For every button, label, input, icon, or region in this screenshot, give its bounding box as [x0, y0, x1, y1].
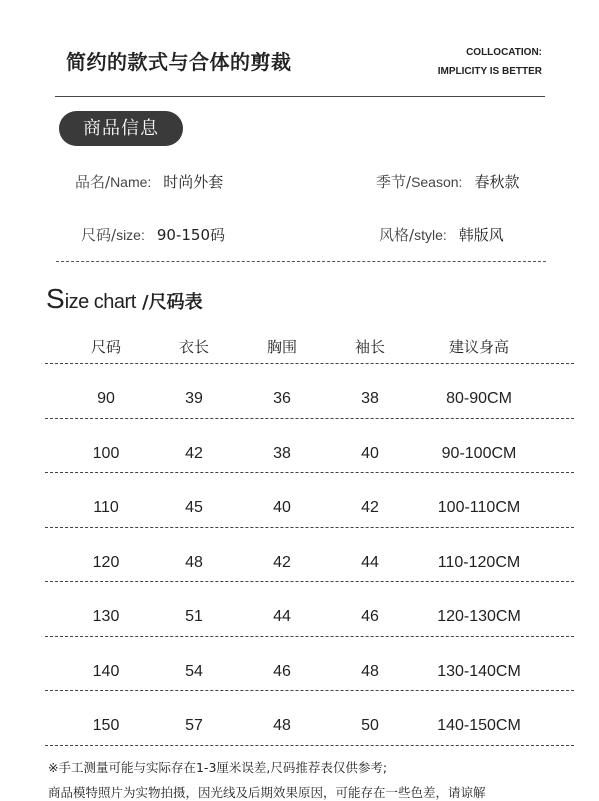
- info-style-value: 韩版风: [458, 226, 504, 244]
- info-size-value: 90-150码: [156, 226, 225, 244]
- section-badge-product-info: 商品信息: [59, 111, 183, 146]
- info-season-label-en: Season:: [411, 174, 463, 190]
- table-cell: 48: [185, 553, 203, 571]
- table-cell: 130-140CM: [437, 662, 521, 680]
- table-cell: 38: [361, 390, 379, 407]
- table-cell: 46: [361, 608, 379, 625]
- table-cell: 48: [273, 717, 291, 734]
- table-cell: 40: [273, 499, 291, 516]
- table-cell: 130: [92, 608, 120, 625]
- table-cell: 100-110CM: [437, 499, 521, 516]
- info-size-label-cn: 尺码/: [81, 226, 117, 244]
- info-season-value: 春秋款: [474, 173, 520, 191]
- table-row-divider: [45, 472, 574, 473]
- table-row-divider: [45, 745, 574, 746]
- info-name-value: 时尚外套: [163, 173, 224, 191]
- table-row-divider: [45, 636, 574, 637]
- table-cell: 39: [185, 390, 203, 407]
- info-name-label-en: Name:: [110, 174, 152, 190]
- table-cell: 140: [92, 662, 120, 680]
- table-cell: 120: [92, 553, 120, 571]
- slogan-line-1: COLLOCATION:: [466, 47, 542, 58]
- column-header-2: 胸围: [266, 338, 297, 356]
- table-row-divider: [45, 527, 574, 528]
- size-chart-title-initial: S: [46, 283, 65, 314]
- info-name: [75, 171, 223, 192]
- size-chart-title: [46, 283, 203, 315]
- table-cell: 90-100CM: [441, 444, 517, 462]
- table-cell: 46: [273, 662, 291, 680]
- table-cell: 54: [185, 662, 203, 680]
- table-cell: 48: [361, 662, 379, 680]
- table-cell: 110: [93, 499, 119, 516]
- table-cell: 44: [273, 608, 291, 625]
- table-cell: 90: [97, 390, 115, 407]
- info-size: [81, 224, 225, 245]
- info-size-label-en: size:: [116, 227, 145, 243]
- table-cell: 38: [273, 444, 291, 462]
- info-style: [379, 224, 504, 245]
- info-style-label-cn: 风格/: [379, 226, 415, 244]
- table-row-divider: [45, 363, 574, 364]
- info-divider: [56, 261, 546, 262]
- table-cell: 100: [92, 444, 120, 462]
- table-cell: 44: [361, 553, 379, 571]
- table-row-divider: [45, 690, 574, 691]
- table-row-divider: [45, 581, 574, 582]
- info-style-label-en: style:: [414, 227, 447, 243]
- table-cell: 150: [92, 717, 120, 734]
- note-color-difference: 商品模特照片为实物拍摄，因光线及后期效果原因，可能存在一些色差，请谅解: [48, 785, 486, 800]
- slogan-line-2: IMPLICITY IS BETTER: [437, 66, 542, 77]
- table-cell: 140-150CM: [437, 717, 521, 734]
- column-header-4: 建议身高: [448, 338, 509, 356]
- column-header-0: 尺码: [90, 338, 121, 356]
- column-header-1: 衣长: [178, 338, 209, 356]
- table-cell: 57: [185, 717, 203, 734]
- header-slogan: [438, 43, 542, 81]
- table-cell: 110-120CM: [437, 553, 521, 571]
- table-cell: 45: [185, 499, 203, 516]
- info-name-label-cn: 品名/: [75, 173, 111, 191]
- header-divider: [55, 96, 545, 97]
- column-header-3: 袖长: [354, 338, 385, 356]
- table-cell: 42: [273, 553, 291, 571]
- note-measurement: ※手工测量可能与实际存在1-3厘米误差,尺码推荐表仅供参考;: [48, 760, 388, 775]
- table-cell: 51: [185, 608, 203, 625]
- table-cell: 42: [361, 499, 379, 516]
- size-chart-title-en: ize chart: [64, 291, 136, 313]
- info-season-label-cn: 季节/: [376, 173, 412, 191]
- table-cell: 42: [185, 444, 203, 462]
- table-cell: 80-90CM: [446, 390, 512, 407]
- table-cell: 120-130CM: [437, 608, 521, 625]
- page-title: 简约的款式与合体的剪裁: [66, 50, 292, 74]
- table-cell: 40: [361, 444, 379, 462]
- table-row-divider: [45, 418, 574, 419]
- table-cell: 50: [361, 717, 379, 734]
- size-chart-title-cn: /尺码表: [135, 292, 203, 313]
- info-season: [376, 171, 519, 192]
- table-cell: 36: [273, 390, 291, 407]
